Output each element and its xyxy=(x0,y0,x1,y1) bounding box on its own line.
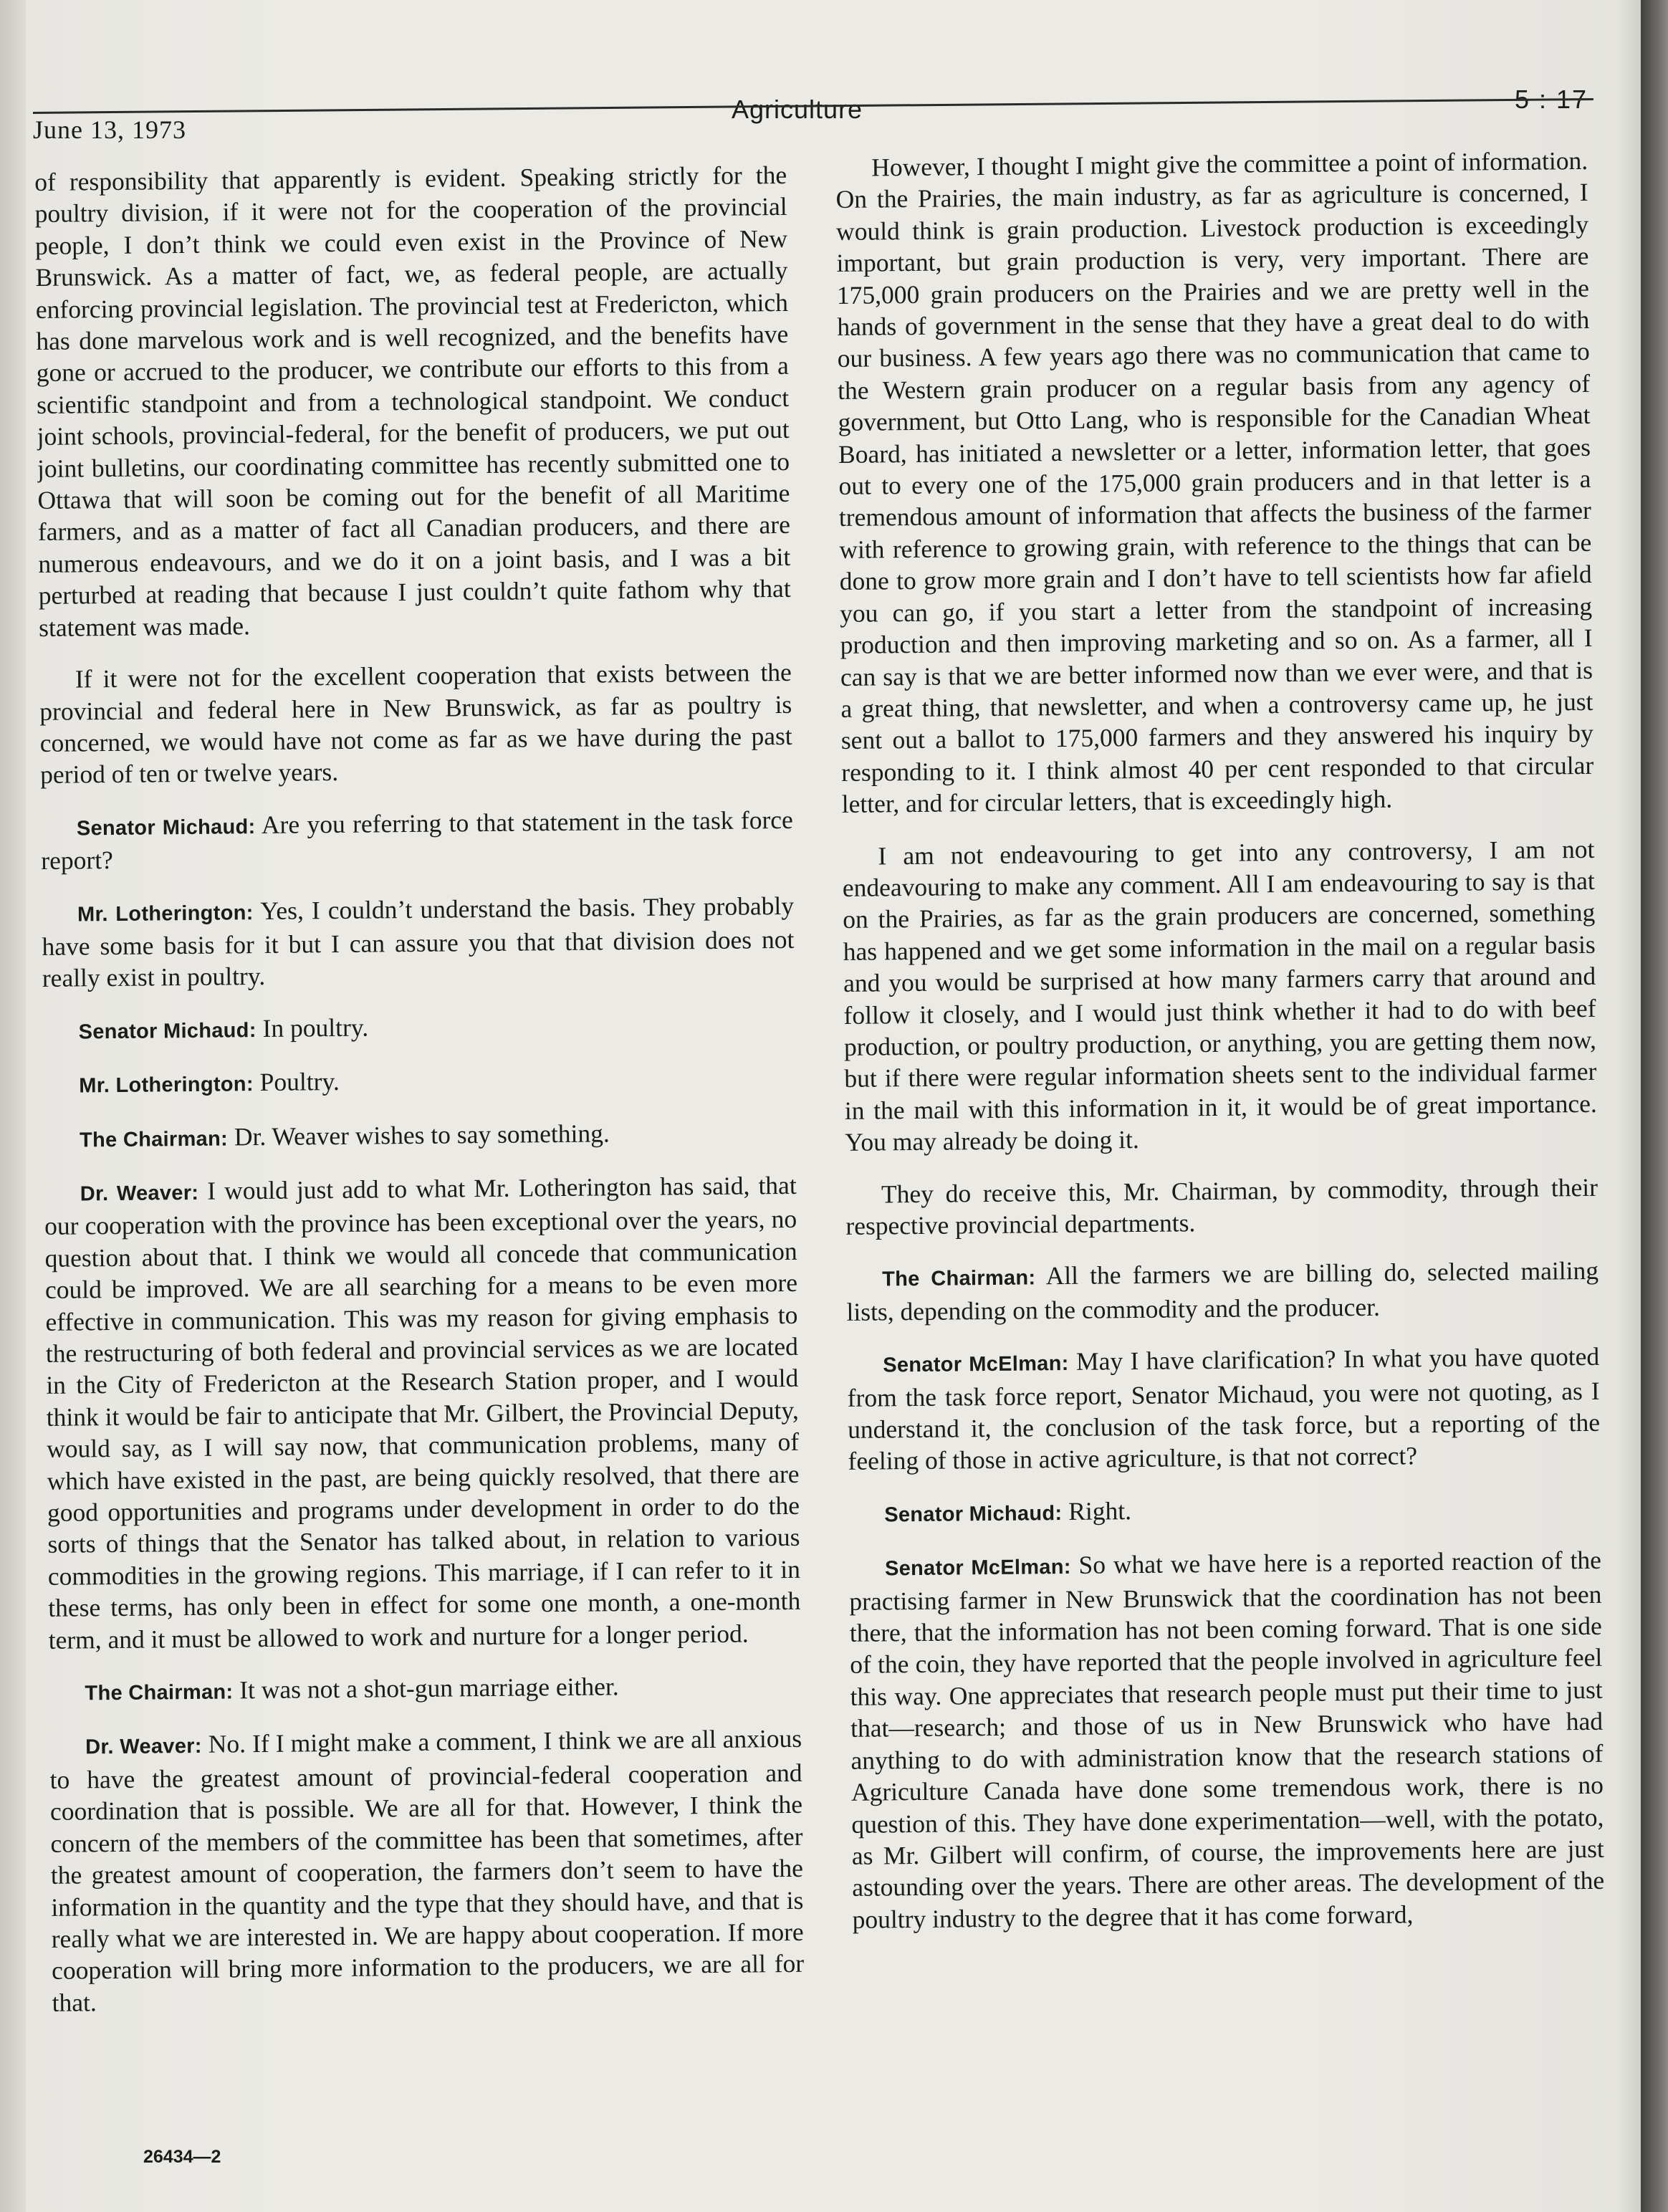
speaker-name: Senator McElman: xyxy=(884,1556,1071,1581)
paragraph-text: I am not endeavouring to get into any controversy, I am not endeavouring to make any comment. All I am endeavouring to say is that on the Prairies, as far as the grain producers are concerned, something has happened and we get some information in the mail on a regular basis and you would be surprised at how many farmers carry that around and follow it closely, and I would just think whether it had to do with beef production, or poultry production, or anything, you are getting them now, but if there were regular information sheets sent to the individual farmer in the mail with this information in it, it would be of great importance. You may already be doing it. xyxy=(842,834,1597,1157)
paragraph-text: Dr. Weaver wishes to say something. xyxy=(234,1118,610,1151)
paragraph xyxy=(49,1723,805,2019)
running-header xyxy=(33,80,1593,145)
paragraph xyxy=(44,1169,801,1656)
paragraph xyxy=(49,1669,801,1710)
paragraph xyxy=(846,1255,1599,1328)
speaker-name: The Chairman: xyxy=(85,1680,234,1705)
footer-printing-code: 26434—2 xyxy=(143,2147,221,2167)
header-page-number: 5 : 17 xyxy=(1515,85,1588,114)
binding-spine xyxy=(0,0,26,2212)
speaker-name: Mr. Lotherington: xyxy=(79,1073,254,1098)
speaker-name: Senator McElman: xyxy=(883,1352,1069,1377)
paragraph xyxy=(42,889,795,994)
paragraph-text: Yes, I couldn’t understand the basis. They probably have some basis for it but I can assure you that that division does not really exist in poultry. xyxy=(42,891,795,993)
speaker-name: Dr. Weaver: xyxy=(80,1181,199,1206)
speaker-name: Dr. Weaver: xyxy=(85,1735,202,1759)
paragraph xyxy=(34,159,791,643)
speaker-name: Senator Michaud: xyxy=(884,1501,1063,1527)
paragraph xyxy=(847,1341,1601,1478)
speaker-name: Mr. Lotherington: xyxy=(77,901,254,927)
paragraph xyxy=(44,1115,796,1156)
paragraph-text: In poultry. xyxy=(262,1012,369,1043)
paragraph-text: May I have clarification? In what you have quoted from the task force report, Senator Michaud, you were not quoting, as I understand it, the conclusion of the task force, but a reporting of the feeling of those in active agriculture, is that not correct? xyxy=(847,1342,1601,1476)
speaker-name: The Chairman: xyxy=(79,1127,229,1152)
paragraph xyxy=(39,656,793,791)
paragraph-text: Are you referring to that statement in the task force report? xyxy=(41,805,793,876)
paragraph-text: However, I thought I might give the committee a point of information. On the Prairies, the main industry, as far as agriculture is concerned, I would think is grain production. Livestock production is exceedingly important, but grain production is very, very important. There are 175,000 grain producers on the Prairies and we are pretty well in the hands of government in the sense that they have a great deal to do with our business. A few years ago there was no communication that came to the Western grain producer on a regular basis from any agency of government, but Otto Lang, who is responsible for the Canadian Wheat Board, has initiated a newsletter or a letter, information letter, that goes out to every one of the 175,000 grain producers and in that letter is a tremendous amount of information that affects the business of the farmer with reference to growing grain, with reference to the things that can be done to grow more grain and I don’t have to tell scientists how far afield you can go, if you start a letter from the standpoint of increasing production and then improving marketing and so on. As a farmer, all I can say is that we are better informed now than we ever were, and that is a great thing, that newsletter, and when a controversy came up, he just sent out a ballot to 175,000 farmers and they answered his inquiry by responding to it. I think almost 40 per cent responded to that circular letter, and for circular letters, that is exceedingly high. xyxy=(835,145,1594,819)
paragraph xyxy=(849,1544,1605,1935)
paragraph-text: So what we have here is a reported reaction of the practising farmer in New Brunswick that the coordination has not been there, that the information has not been coming forward. That is one side of the coin, they have reported that the people involved in agriculture feel this way. One appreciates that research people must put their time to just that—research; and those of us in New Brunswick who have had anything to do with administration know that the research stations of Agriculture Canada have done some tremendous work, there is no question of this. They have done experimentation—well, with the potato, as Mr. Gilbert will confirm, of course, the improvements here are just astounding over the years. There are other areas. The development of the poultry industry to the degree that it has come forward, xyxy=(849,1546,1605,1934)
speaker-name: The Chairman: xyxy=(881,1266,1036,1291)
page-edge-shadow xyxy=(1641,0,1668,2212)
paragraph xyxy=(835,145,1594,820)
paragraph xyxy=(842,833,1597,1158)
speaker-name: Senator Michaud: xyxy=(76,815,256,841)
paragraph-text: It was not a shot-gun marriage either. xyxy=(239,1672,619,1705)
paragraph-text: If it were not for the excellent cooperation that exists between the provincial and federal here in New Brunswick, as far as poultry is concerned, we would have not come as far as we have during the past period of ten or twelve years. xyxy=(39,657,792,790)
paragraph-text: of responsibility that apparently is evident. Speaking strictly for the poultry division, if it were not for the cooperation of the provincial people, I don’t think we could even exist in the Province of New Brunswick. As a matter of fact, we, as federal people, are actually enforcing provincial legislation. The provincial test at Fredericton, which has done marvelous work and is well recognized, and the benefits have gone or accrued to the producer, we contribute our efforts to this from a scientific standpoint and from a technological standpoint. We conduct joint schools, provincial-federal, for the benefit of producers, we put out joint bulletins, our coordinating committee has recently submitted one to Ottawa that will soon be coming out for the benefit of all Maritime farmers, and as a matter of fact all Canadian producers, and there are numerous endeavours, and we do it on a joint basis, and I was a bit perturbed at reading that because I just couldn’t quite fathom why that statement was made. xyxy=(34,160,791,642)
paragraph xyxy=(43,1061,795,1102)
speaker-name: Senator Michaud: xyxy=(78,1018,257,1044)
paragraph xyxy=(845,1171,1598,1242)
paragraph xyxy=(848,1490,1601,1531)
right-column xyxy=(835,145,1606,2115)
paragraph-text: All the farmers we are billing do, selected mailing lists, depending on the commodity and the producer. xyxy=(846,1256,1599,1326)
paragraph xyxy=(41,804,794,877)
paragraph-text: I would just add to what Mr. Lotherington has said, that our cooperation with the province has been exceptional over the years, no question about that. I think we would all concede that communication could be improved. We are all searching for a means to be even more effective in communication. This was my reason for giving emphasis to the restructuring of both federal and provincial services as we are located in the City of Fredericton at the Research Station proper, and I would think it would be fair to anticipate that Mr. Gilbert, the Provincial Deputy, would say, as I will say now, that communication problems, many of which have existed in the past, are being quickly resolved, that there are good opportunities and programs under development in order to do the sorts of things that the Senator has talked about, in relation to various commodities in the growing regions. This marriage, if I can refer to it in these terms, has only been in effect for some one month, a one-month term, and it must be allowed to work and nurture for a longer period. xyxy=(44,1170,801,1655)
paragraph-text: Right. xyxy=(1068,1495,1132,1526)
header-date: June 13, 1973 xyxy=(33,115,186,144)
left-column xyxy=(34,159,805,2130)
paragraph-text: No. If I might make a comment, I think we are all anxious to have the greatest amount of provincial-federal cooperation and coordination that is possible. We are all for that. However, I think the concern of the members of the committee has been that sometimes, after the greatest amount of cooperation, the farmers don’t seem to have the information in the quantity and the type that they should have, and that is really what we are interested in. We are happy about cooperation. If more cooperation will bring more information to the producers, we are all for that. xyxy=(49,1724,805,2017)
paragraph-text: Poultry. xyxy=(259,1067,340,1097)
paragraph xyxy=(42,1007,795,1048)
paragraph-text: They do receive this, Mr. Chairman, by commodity, through their respective provincial departments. xyxy=(845,1172,1598,1240)
header-section-title: Agriculture xyxy=(732,95,863,124)
